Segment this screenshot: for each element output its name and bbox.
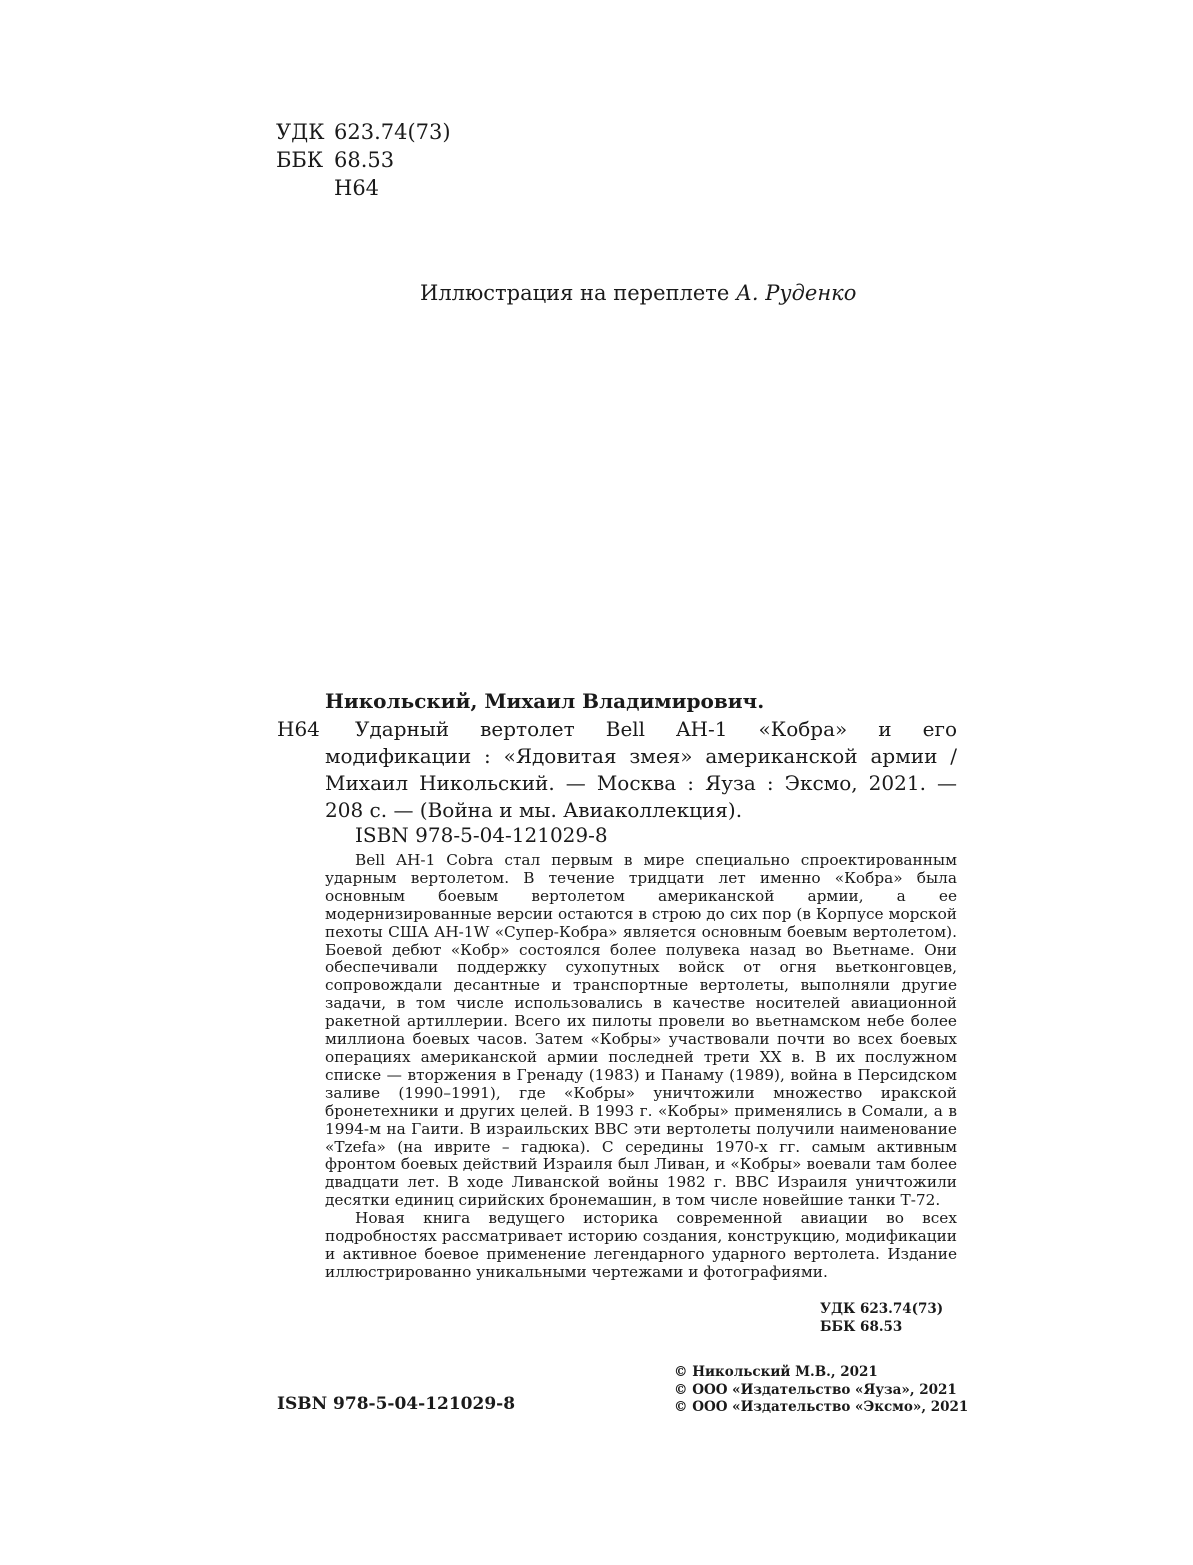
bottom-udk: УДК 623.74(73) <box>820 1301 944 1317</box>
classification-block <box>276 118 451 202</box>
udk-row <box>276 118 451 146</box>
illustration-credit <box>420 279 856 307</box>
copyright-author: © Никольский М.В., 2021 <box>674 1364 878 1380</box>
annotation-paragraph-1: Bell AH-1 Cobra стал первым в мире специально спроектированным ударным вертолетом. В течение тридцати лет именно «Кобра» была основным боевым вертолетом американской армии, а ее модернизированные версии остаются в строю до сих пор (в Корпусе морской пехоты США AH-1W «Супер-Кобра» является основным боевым вертолетом). Боевой дебют «Кобр» состоялся более полувека назад во Вьетнаме. Они обеспечивали поддержку сухопутных войск от огня вьетконговцев, сопровождали десантные и транспортные вертолеты, выполняли другие задачи, в том числе использовались в качестве носителей авиационной ракетной артиллерии. Всего их пилоты провели во вьетнамском небе более миллиона боевых часов. Затем «Кобры» участвовали почти во всех боевых операциях американской армии последней трети XX в. В их послужном списке — вторжения в Гренаду (1983) и Панаму (1989), война в Персидском заливе (1990–1991), где «Кобры» уничтожили множество иракской бронетехники и других целей. В 1993 г. «Кобры» применялись в Сомали, а в 1994-м на Гаити. В израильских ВВС эти вертолеты получили наименование «Tzefa» (на иврите – гадюка). С середины 1970-х гг. самым активным фронтом боевых действий Израиля был Ливан, и «Кобры» воевали там более двадцати лет. В ходе Ливанской войны 1982 г. ВВС Израиля уничтожили десятки единиц сирийских бронемашин, в том числе новейшие танки Т-72. <box>325 851 957 1210</box>
bbk-label: ББК <box>276 148 324 172</box>
illustration-artist: А. Руденко <box>736 281 857 305</box>
bbk-value: 68.53 <box>334 148 395 172</box>
record-isbn: ISBN 978-5-04-121029-8 <box>355 823 608 847</box>
record-title: Ударный вертолет Bell AH-1 «Кобра» и его модификации : «Ядовитая змея» американской армии / Михаил Никольский. — Москва : Яуза : Эксмо, 2021. — 208 с. — (Война и мы. Авиаколлекция). <box>325 717 957 822</box>
annotation <box>325 852 957 1282</box>
annotation-paragraph-2: Новая книга ведущего историка современной авиации во всех подробностях рассматривает историю создания, конструкцию, модификации и активное боевое применение легендарного ударного вертолета. Издание иллюстрированно уникальными чертежами и фотографиями. <box>325 1209 957 1281</box>
bottom-bbk: ББК 68.53 <box>820 1319 903 1335</box>
author-mark-top: Н64 <box>334 176 380 200</box>
copyright-block <box>674 1364 968 1417</box>
footer-isbn: ISBN 978-5-04-121029-8 <box>277 1394 516 1414</box>
illustration-prefix: Иллюстрация на переплете <box>420 281 730 305</box>
bbk-row <box>276 146 451 174</box>
udk-label: УДК <box>276 120 325 144</box>
record-author: Никольский, Михаил Владимирович. <box>325 689 765 713</box>
udk-value: 623.74(73) <box>334 120 451 144</box>
bottom-classification <box>820 1300 943 1336</box>
copyright-eksmo: © ООО «Издательство «Эксмо», 2021 <box>674 1399 969 1415</box>
record-author-mark: Н64 <box>277 717 320 741</box>
copyright-yauza: © ООО «Издательство «Яуза», 2021 <box>674 1381 957 1398</box>
